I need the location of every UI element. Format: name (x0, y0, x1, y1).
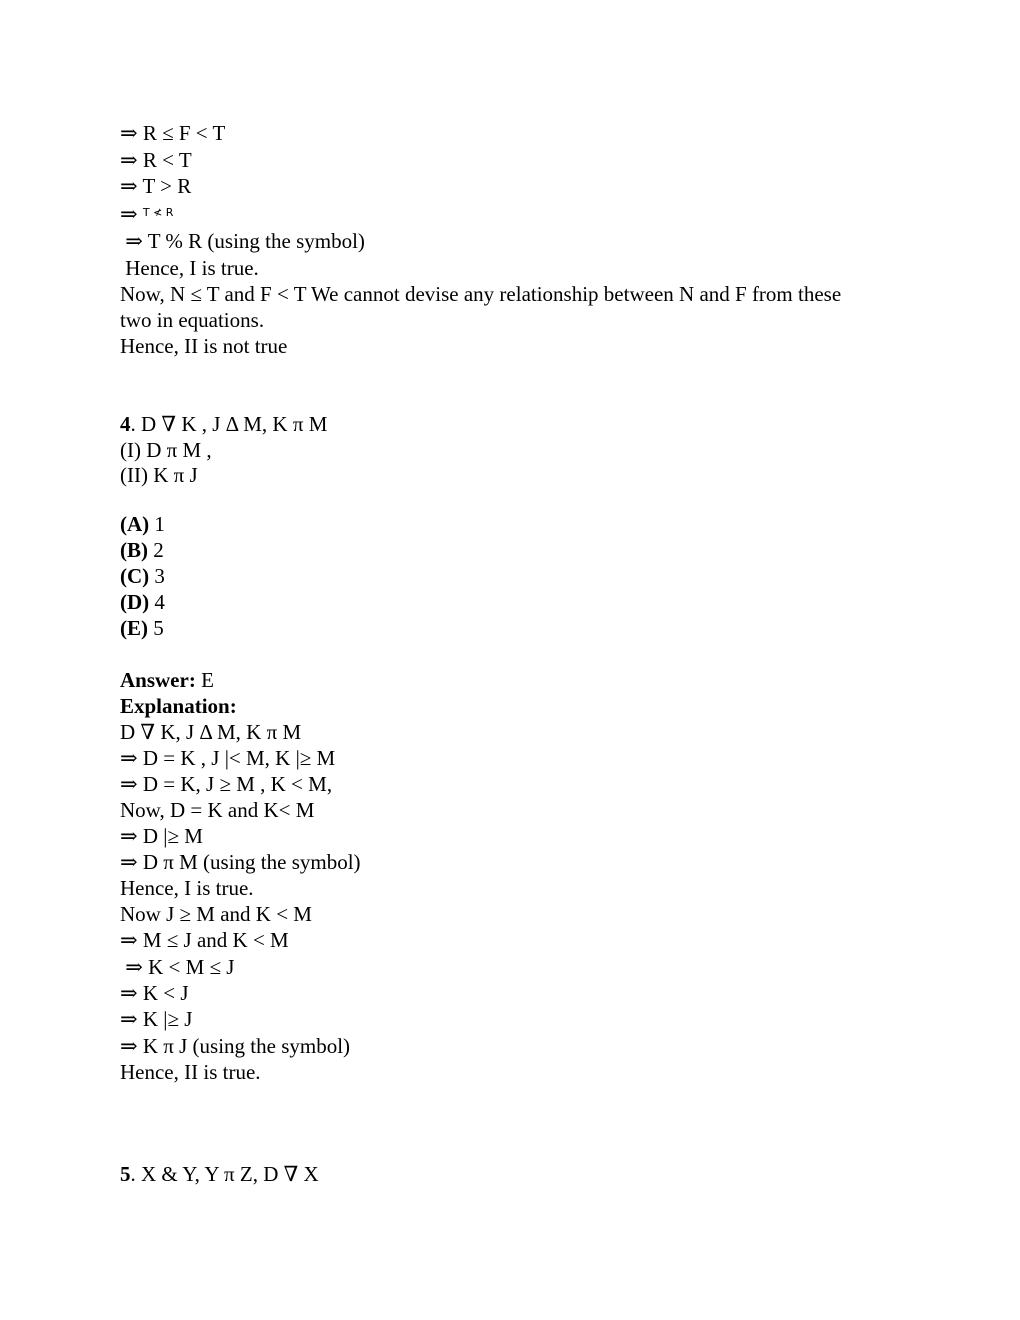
solution-conclusion: Hence, I is true. (120, 256, 259, 280)
option-c (120, 563, 165, 589)
solution-text: two in equations. (120, 308, 265, 332)
solution-step (120, 200, 173, 227)
explanation-step: ⇒ K < M ≤ J (120, 955, 235, 979)
option-text: 3 (149, 564, 165, 588)
explanation-step: ⇒ D π M (using the symbol) (120, 850, 361, 874)
solution-text: Now, N ≤ T and F < T We cannot devise any relationship between N and F from these (120, 282, 842, 306)
option-text: 5 (148, 616, 164, 640)
answer-label: Answer: (120, 668, 196, 692)
not-less-than-glyph: T ≮ R (142, 206, 174, 219)
solution-step: ⇒ T % R (using the symbol) (120, 229, 365, 253)
explanation-step: Hence, II is true. (120, 1060, 261, 1084)
option-b (120, 537, 164, 563)
explanation-step: Now J ≥ M and K < M (120, 902, 312, 926)
solution-step: ⇒ R < T (120, 148, 192, 172)
question-5-statement: 5. X & Y, Y π Z, D ∇ X (120, 1162, 319, 1186)
option-label: (B) (120, 538, 148, 562)
question-4-statement: 4. D ∇ K , J Δ M, K π M (120, 412, 328, 436)
option-text: 4 (149, 590, 165, 614)
solution-step: ⇒ T > R (120, 174, 192, 198)
conclusion-2: (II) K π J (120, 463, 198, 487)
implies-arrow: ⇒ (120, 202, 143, 226)
option-label: (A) (120, 512, 150, 536)
option-a (120, 511, 165, 537)
explanation-step: ⇒ K π J (using the symbol) (120, 1034, 351, 1058)
option-label: (C) (120, 564, 150, 588)
option-label: (E) (120, 616, 148, 640)
solution-conclusion: Hence, II is not true (120, 334, 288, 358)
solution-step: ⇒ R ≤ F < T (120, 121, 226, 145)
question-number: 5 (120, 1162, 131, 1186)
answer-value: E (195, 668, 214, 692)
explanation-step: ⇒ D |≥ M (120, 824, 203, 848)
option-text: 2 (148, 538, 164, 562)
option-e (120, 615, 164, 641)
conclusion-1: (I) D π M , (120, 438, 212, 462)
option-label: (D) (120, 590, 150, 614)
explanation-step: ⇒ K |≥ J (120, 1007, 193, 1031)
explanation-step: ⇒ M ≤ J and K < M (120, 928, 289, 952)
explanation-step: ⇒ D = K, J ≥ M , K < M, (120, 772, 333, 796)
option-d (120, 589, 165, 615)
explanation-label: Explanation: (120, 694, 237, 718)
explanation-step: ⇒ K < J (120, 981, 189, 1005)
explanation-step: Hence, I is true. (120, 876, 254, 900)
explanation-step: D ∇ K, J Δ M, K π M (120, 720, 302, 744)
option-text: 1 (149, 512, 165, 536)
question-number: 4 (120, 412, 131, 436)
answer (120, 667, 214, 693)
explanation-step: ⇒ D = K , J |< M, K |≥ M (120, 746, 336, 770)
explanation-step: Now, D = K and K< M (120, 798, 315, 822)
